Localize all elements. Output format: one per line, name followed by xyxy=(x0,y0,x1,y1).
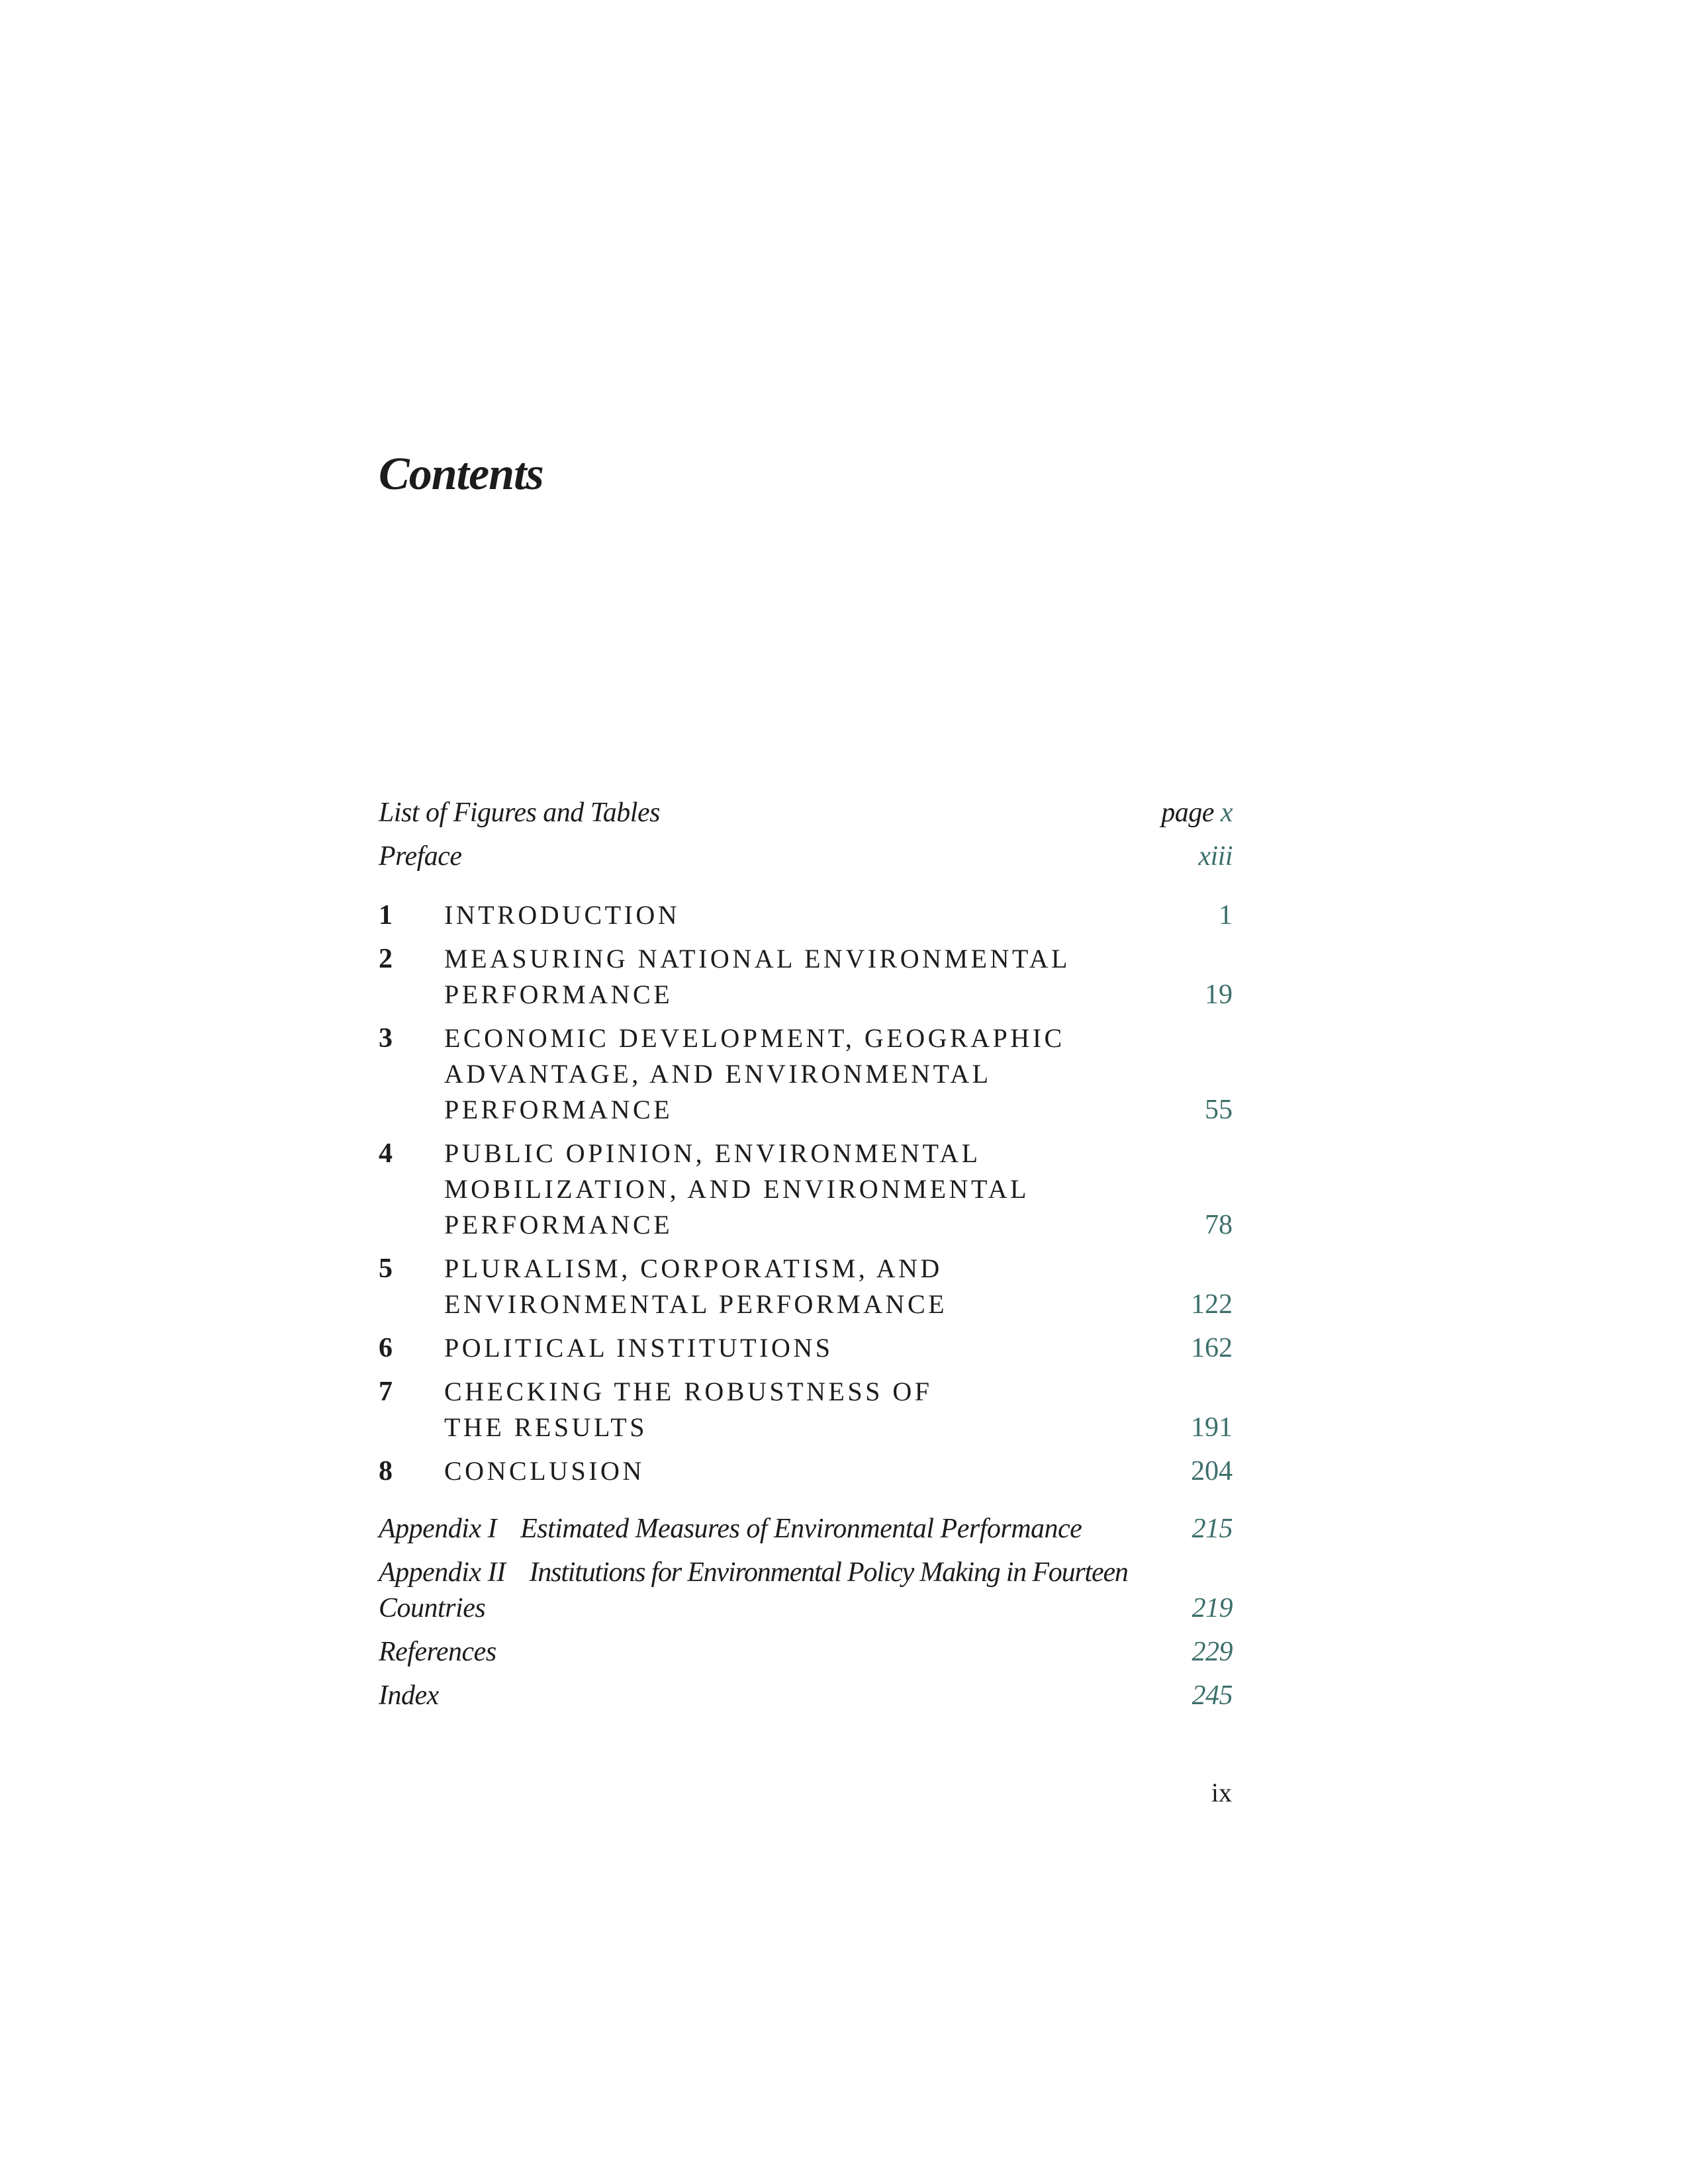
appendix-title: Estimated Measures of Environmental Performance xyxy=(520,1514,1082,1544)
toc-entry-preface[interactable] xyxy=(379,835,1233,878)
chapter-number: 8 xyxy=(379,1456,393,1486)
toc-entry-chapter-2[interactable] xyxy=(379,941,1233,1013)
chapter-title: PUBLIC OPINION, ENVIRONMENTAL MOBILIZATION, AND ENVIRONMENTAL PERFORMANCE xyxy=(444,1138,1029,1240)
chapter-number: 5 xyxy=(379,1253,393,1284)
chapter-number: 3 xyxy=(379,1023,393,1054)
entry-page-number: 219 xyxy=(1192,1593,1233,1623)
appendix-label: Appendix I xyxy=(379,1514,497,1544)
chapter-title: CHECKING THE ROBUSTNESS OF THE RESULTS xyxy=(444,1377,933,1442)
toc-entry-chapter-3[interactable] xyxy=(379,1021,1233,1128)
entry-label: References xyxy=(379,1637,496,1667)
toc-entry-references[interactable] xyxy=(379,1630,1233,1674)
chapter-title: PLURALISM, CORPORATISM, AND ENVIRONMENTAL PERFORMANCE xyxy=(444,1253,948,1319)
chapter-title: MEASURING NATIONAL ENVIRONMENTAL PERFORMANCE xyxy=(444,944,1070,1009)
entry-page-number: 122 xyxy=(1191,1289,1233,1320)
page-folio: ix xyxy=(1211,1778,1232,1807)
page-title: Contents xyxy=(379,449,543,500)
chapter-title: INTRODUCTION xyxy=(444,900,680,930)
toc-entry-chapter-7[interactable] xyxy=(379,1374,1233,1445)
appendix-label: Appendix II xyxy=(379,1557,506,1588)
chapter-title: ECONOMIC DEVELOPMENT, GEOGRAPHIC ADVANTAGE, AND ENVIRONMENTAL PERFORMANCE xyxy=(444,1023,1065,1124)
entry-label: List of Figures and Tables xyxy=(379,797,660,828)
chapter-number: 2 xyxy=(379,944,393,974)
toc-entry-appendix-2[interactable] xyxy=(379,1555,1233,1626)
entry-page-number: 19 xyxy=(1205,979,1233,1010)
toc-entry-index[interactable] xyxy=(379,1674,1233,1717)
entry-page-number: 245 xyxy=(1192,1680,1233,1711)
appendix-title-continued: Countries xyxy=(379,1593,486,1623)
entry-page-number: 162 xyxy=(1191,1333,1233,1363)
entry-page-number: 78 xyxy=(1205,1210,1233,1240)
toc-entry-chapter-4[interactable] xyxy=(379,1136,1233,1243)
chapter-list xyxy=(379,897,1233,1489)
toc-entry-appendix-1[interactable] xyxy=(379,1507,1233,1551)
entry-page-number: xiii xyxy=(1198,841,1233,872)
entry-page-number: 215 xyxy=(1192,1514,1233,1544)
entry-label: Preface xyxy=(379,841,462,872)
page-value: x xyxy=(1220,797,1233,828)
entry-page-number: 1 xyxy=(1219,900,1233,931)
appendix-title: Institutions for Environmental Policy Making in Fourteen xyxy=(529,1557,1128,1588)
entry-page-number: 191 xyxy=(1191,1412,1233,1443)
table-of-contents xyxy=(379,791,1233,1717)
chapter-number: 7 xyxy=(379,1377,393,1407)
toc-entry-chapter-8[interactable] xyxy=(379,1453,1233,1489)
entry-label: Index xyxy=(379,1680,439,1711)
back-matter-list xyxy=(379,1507,1233,1717)
entry-page-number: 229 xyxy=(1192,1637,1233,1667)
chapter-number: 6 xyxy=(379,1333,393,1363)
chapter-title: POLITICAL INSTITUTIONS xyxy=(444,1333,833,1363)
entry-page-number: 55 xyxy=(1205,1095,1233,1125)
chapter-number: 1 xyxy=(379,900,393,931)
chapter-number: 4 xyxy=(379,1138,393,1169)
page-prefix: page xyxy=(1161,797,1214,828)
toc-entry-chapter-6[interactable] xyxy=(379,1330,1233,1366)
entry-page-number: 204 xyxy=(1191,1456,1233,1486)
toc-entry-chapter-5[interactable] xyxy=(379,1251,1233,1322)
entry-page-number xyxy=(1161,791,1233,835)
toc-entry-list-of-figures[interactable] xyxy=(379,791,1233,835)
chapter-title: CONCLUSION xyxy=(444,1456,645,1486)
toc-entry-chapter-1[interactable] xyxy=(379,897,1233,933)
